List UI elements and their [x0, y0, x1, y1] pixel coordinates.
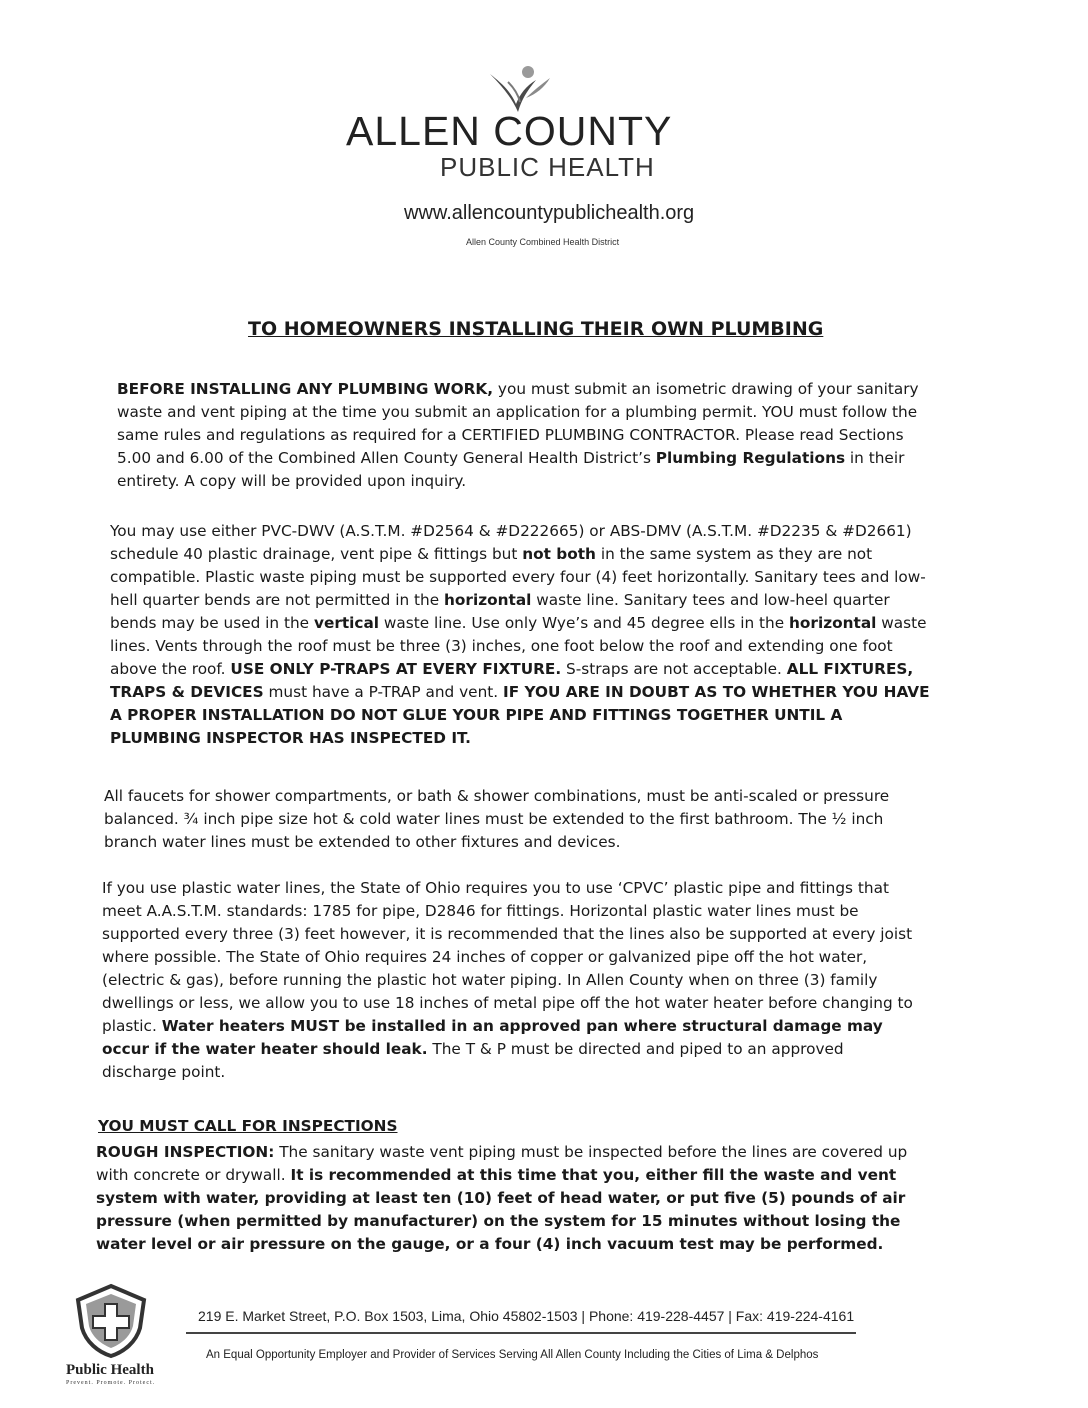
- drainage-text: waste line. Sanitary tees and low-heel quarter bends may be used in the: [110, 591, 890, 632]
- footer-eeo-statement: An Equal Opportunity Employer and Provider of Services Serving All Allen County Including the Cities of Lima & Delphos: [206, 1349, 819, 1361]
- inspections-heading: YOU MUST CALL FOR INSPECTIONS: [98, 1117, 398, 1135]
- drainage-paragraph: [110, 520, 930, 750]
- rough-inspection-lead: ROUGH INSPECTION:: [96, 1143, 275, 1161]
- drainage-emphasis: ALL FIXTURES, TRAPS & DEVICES: [110, 660, 914, 701]
- org-subtitle: PUBLIC HEALTH: [440, 152, 655, 182]
- rough-inspection-paragraph: [96, 1141, 916, 1256]
- drainage-text: S-straps are not acceptable.: [561, 660, 787, 678]
- drainage-text: waste line. Use only Wye’s and 45 degree ells in the: [379, 614, 790, 632]
- water-lines-text-end: The T & P must be directed and piped to an approved discharge point.: [102, 1040, 844, 1081]
- district-name: Allen County Combined Health District: [466, 237, 620, 247]
- faucets-paragraph: All faucets for shower compartments, or bath & shower combinations, must be anti-scaled or pressure balanced. ¾ inch pipe size hot & cold water lines must be extended to the first bathroom. The ½ inch branch water lines must be extended to other fixtures and devices.: [104, 787, 890, 851]
- drainage-text: You may use either PVC-DWV (A.S.T.M. #D2564 & #D222665) or ABS-DMV (A.S.T.M. #D2235 & #D2661) schedule 40 plastic drainage, vent pipe & fittings but: [110, 522, 912, 563]
- footer-divider: [186, 1332, 856, 1334]
- intro-paragraph: [117, 378, 937, 493]
- intro-text-end: in their entirety. A copy will be provided upon inquiry.: [117, 449, 905, 490]
- water-heater-warning: Water heaters MUST be installed in an approved pan where structural damage may occur if the water heater should leak.: [102, 1017, 883, 1058]
- drainage-emphasis: USE ONLY P-TRAPS AT EVERY FIXTURE.: [230, 660, 562, 678]
- footer-logo-tagline: Prevent. Promote. Protect.: [66, 1380, 156, 1386]
- public-health-logo: [66, 1282, 156, 1392]
- drainage-emphasis: not both: [522, 545, 596, 563]
- drainage-text: must have a P-TRAP and vent.: [263, 683, 504, 701]
- intro-text: you must submit an isometric drawing of your sanitary waste and vent piping at the time you submit an application for a plumbing permit. YOU must follow the same rules and regulations as required for a CERTIFIED PLUMBING CONTRACTOR. Please read Sections 5.00 and 6.00 of the Combined Allen County General Health District’s: [117, 380, 919, 467]
- drainage-warning: IF YOU ARE IN DOUBT AS TO WHETHER YOU HAVE A PROPER INSTALLATION DO NOT GLUE YOUR PIPE AND FITTINGS TOGETHER UNTIL A PLUMBING INSPECTOR HAS INSPECTED IT.: [110, 683, 930, 747]
- intro-lead: BEFORE INSTALLING ANY PLUMBING WORK,: [117, 380, 494, 398]
- document-title: TO HOMEOWNERS INSTALLING THEIR OWN PLUMBING: [248, 318, 824, 340]
- drainage-emphasis: horizontal: [789, 614, 877, 632]
- org-name: ALLEN COUNTY: [346, 108, 673, 154]
- footer-address: 219 E. Market Street, P.O. Box 1503, Lima, Ohio 45802-1503 | Phone: 419-228-4457 | Fax: 419-224-4161: [198, 1308, 855, 1324]
- drainage-emphasis: vertical: [313, 614, 380, 632]
- drainage-emphasis: horizontal: [444, 591, 532, 609]
- drainage-text: in the same system as they are not compatible. Plastic waste piping must be supported every four (4) feet horizontally. Sanitary tees and low-hell quarter bends are not permitted in the: [110, 545, 926, 609]
- drainage-text: waste lines. Vents through the roof must be three (3) inches, one foot below the roof and extending one foot above the roof.: [110, 614, 927, 678]
- website-link[interactable]: www.allencountypublichealth.org: [404, 202, 695, 224]
- water-lines-text: If you use plastic water lines, the State of Ohio requires you to use ‘CPVC’ plastic pipe and fittings that meet A.A.S.T.M. standards: 1785 for pipe, D2846 for fittings. Horizontal plastic water lines must be supported every three (3) feet however, it is recommended that the lines also be supported at every joist where possible. The State of Ohio requires 24 inches of copper or galvanized pipe off the hot water, (electric & gas), before running the plastic hot water piping. In Allen County when on three (3) family dwellings or less, we allow you to use 18 inches of metal pipe off the hot water heater before changing to plastic.: [102, 879, 913, 1035]
- regulations-emphasis: Plumbing Regulations: [655, 449, 846, 467]
- rough-inspection-emphasis: It is recommended at this time that you, either fill the waste and vent system with water, providing at least ten (10) feet of head water, or put five (5) pounds of air pressure (when permitted by manufacturer) on the system for 15 minutes without losing the water level or air pressure on the gauge, or a four (4) inch vacuum test may be performed.: [96, 1166, 906, 1253]
- footer-logo-text: Public Health: [66, 1362, 154, 1378]
- water-lines-paragraph: [102, 877, 922, 1084]
- shield-cross-icon: [72, 1282, 150, 1360]
- rough-inspection-text: The sanitary waste vent piping must be inspected before the lines are covered up with concrete or drywall.: [96, 1143, 908, 1184]
